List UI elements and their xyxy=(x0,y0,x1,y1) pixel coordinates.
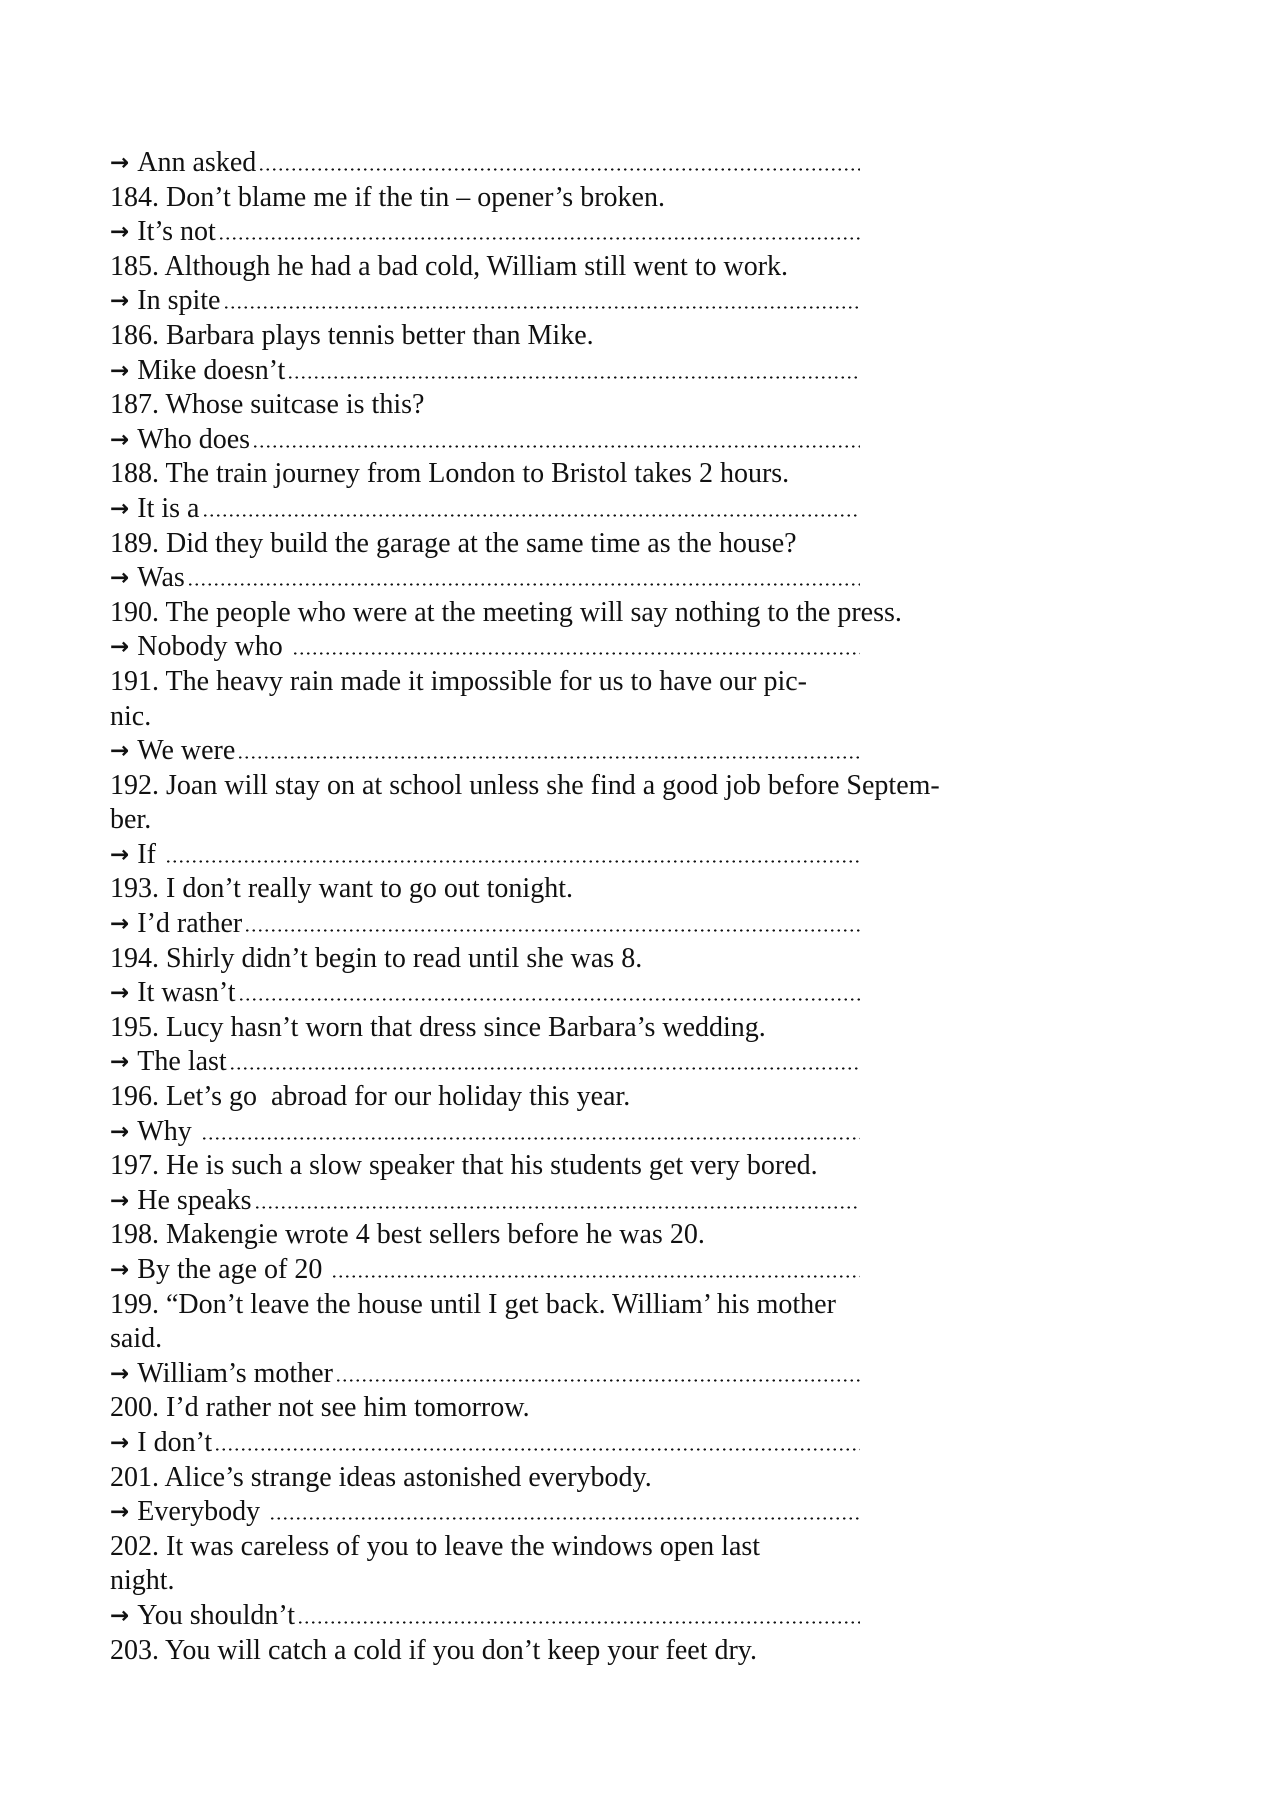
answer-line xyxy=(110,1426,860,1461)
dotted-leader xyxy=(238,998,860,1001)
question-line: 184. Don’t blame me if the tin – opener’s broken. xyxy=(110,181,665,213)
answer-prompt: If xyxy=(137,838,163,870)
answer-prompt: Everybody xyxy=(137,1496,268,1528)
arrow-right-icon: → xyxy=(110,1257,130,1283)
question-line: nic. xyxy=(110,700,152,732)
question-line: 186. Barbara plays tennis better than Mike. xyxy=(110,319,594,351)
question-line: 191. The heavy rain made it impossible for us to have our pic- xyxy=(110,665,807,697)
answer-prompt: In spite xyxy=(137,285,221,317)
answer-prompt: Mike doesn’t xyxy=(137,354,286,386)
answer-line xyxy=(110,423,860,458)
answer-prompt: Ann asked xyxy=(137,147,257,178)
arrow-right-icon: → xyxy=(110,738,130,765)
answer-line xyxy=(110,492,860,527)
arrow-right-icon: → xyxy=(110,1118,130,1145)
arrow-right-icon: → xyxy=(110,565,130,592)
answer-prompt: I don’t xyxy=(137,1426,213,1458)
question-line: 185. Although he had a bad cold, William still went to work. xyxy=(110,250,789,282)
answer-prompt: He speaks xyxy=(137,1184,252,1216)
answer-line xyxy=(110,1115,860,1150)
question-line: 201. Alice’s strange ideas astonished everybody. xyxy=(110,1461,652,1493)
dotted-leader xyxy=(202,514,861,517)
question-line: said. xyxy=(110,1323,163,1355)
dotted-leader xyxy=(229,1067,860,1070)
exercise-list xyxy=(110,146,1110,1668)
answer-line xyxy=(110,146,860,181)
answer-prompt: Why xyxy=(137,1115,199,1147)
answer-prompt: Nobody who xyxy=(137,631,290,663)
answer-line xyxy=(110,734,860,769)
question-line: 192. Joan will stay on at school unless she find a good job before Septem- xyxy=(110,769,940,801)
arrow-right-icon: → xyxy=(110,1049,130,1076)
answer-line xyxy=(110,907,860,942)
answer-prompt: Who does xyxy=(137,423,251,455)
dotted-leader xyxy=(252,445,860,448)
answer-line xyxy=(110,630,860,665)
question-line: 188. The train journey from London to Bristol takes 2 hours. xyxy=(110,458,790,490)
answer-prompt: You shouldn’t xyxy=(137,1599,295,1631)
arrow-right-icon: → xyxy=(110,911,130,938)
dotted-leader xyxy=(258,168,860,171)
arrow-right-icon: → xyxy=(110,219,130,246)
arrow-right-icon: → xyxy=(110,1429,130,1456)
arrow-right-icon: → xyxy=(110,980,130,1007)
dotted-leader xyxy=(165,860,860,863)
dotted-leader xyxy=(223,306,861,309)
arrow-right-icon: → xyxy=(110,357,130,384)
answer-prompt: William’s mother xyxy=(137,1357,333,1389)
arrow-right-icon: → xyxy=(110,634,130,661)
answer-prompt: It wasn’t xyxy=(137,977,236,1009)
question-line: 203. You will catch a cold if you don’t keep your feet dry. xyxy=(110,1634,757,1666)
answer-line xyxy=(110,1599,860,1634)
arrow-right-icon: → xyxy=(110,1602,130,1629)
question-line: 190. The people who were at the meeting will say nothing to the press. xyxy=(110,596,902,628)
question-line: 200. I’d rather not see him tomorrow. xyxy=(110,1392,530,1424)
arrow-right-icon: → xyxy=(110,1499,130,1526)
answer-prompt: The last xyxy=(137,1046,227,1078)
answer-prompt: By the age of 20 xyxy=(137,1254,330,1285)
answer-line xyxy=(110,215,860,250)
answer-line xyxy=(110,976,860,1011)
arrow-right-icon: → xyxy=(110,150,130,176)
dotted-leader xyxy=(201,1137,860,1140)
dotted-leader xyxy=(237,756,860,759)
answer-line xyxy=(110,1495,860,1530)
dotted-leader xyxy=(269,1517,860,1520)
arrow-right-icon: → xyxy=(110,288,130,315)
dotted-leader xyxy=(331,1275,860,1278)
dotted-leader xyxy=(297,1621,860,1624)
dotted-leader xyxy=(287,376,860,379)
question-line: 194. Shirly didn’t begin to read until she was 8. xyxy=(110,942,643,974)
answer-line xyxy=(110,838,860,873)
arrow-right-icon: → xyxy=(110,1360,130,1387)
dotted-leader xyxy=(254,1206,860,1209)
answer-prompt: Was xyxy=(137,562,185,594)
arrow-right-icon: → xyxy=(110,1187,130,1214)
dotted-leader xyxy=(187,583,860,586)
answer-line xyxy=(110,284,860,319)
dotted-leader xyxy=(244,929,860,932)
question-line: 202. It was careless of you to leave the windows open last xyxy=(110,1530,761,1562)
answer-line xyxy=(110,1253,860,1288)
dotted-leader xyxy=(218,237,860,240)
question-line: 197. He is such a slow speaker that his students get very bored. xyxy=(110,1150,818,1182)
answer-line xyxy=(110,1184,860,1219)
question-line: 189. Did they build the garage at the same time as the house? xyxy=(110,527,797,559)
question-line: 187. Whose suitcase is this? xyxy=(110,389,425,421)
dotted-leader xyxy=(214,1448,860,1451)
arrow-right-icon: → xyxy=(110,495,130,522)
arrow-right-icon: → xyxy=(110,426,130,453)
question-line: ber. xyxy=(110,804,152,836)
question-line: 198. Makengie wrote 4 best sellers before he was 20. xyxy=(110,1219,705,1251)
answer-line xyxy=(110,354,860,389)
answer-line xyxy=(110,1357,860,1392)
question-line: 195. Lucy hasn’t worn that dress since Barbara’s wedding. xyxy=(110,1011,766,1043)
answer-line xyxy=(110,1045,860,1080)
question-line: 193. I don’t really want to go out tonight. xyxy=(110,873,573,905)
question-line: night. xyxy=(110,1565,175,1597)
answer-prompt: It’s not xyxy=(137,216,216,248)
answer-prompt: We were xyxy=(137,735,236,767)
arrow-right-icon: → xyxy=(110,841,130,868)
dotted-leader xyxy=(292,652,860,655)
question-line: 196. Let’s go abroad for our holiday this year. xyxy=(110,1081,631,1113)
answer-prompt: I’d rather xyxy=(137,908,243,940)
answer-prompt: It is a xyxy=(137,492,200,524)
dotted-leader xyxy=(335,1379,860,1382)
question-line: 199. “Don’t leave the house until I get back. William’ his mother xyxy=(110,1288,836,1320)
answer-line xyxy=(110,561,860,596)
